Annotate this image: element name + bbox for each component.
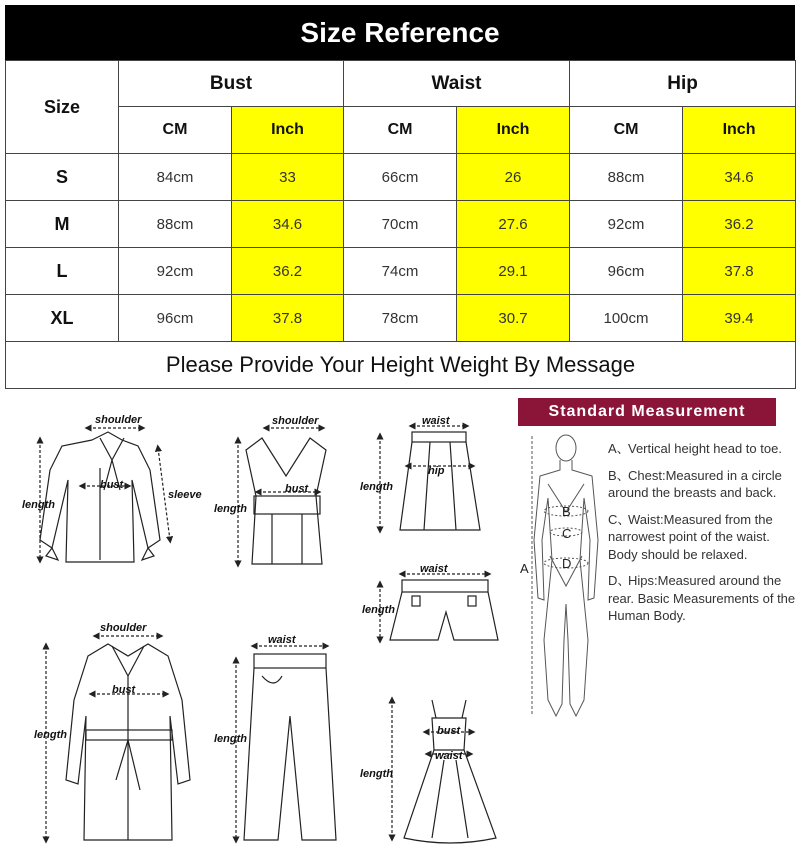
coat-drawing	[66, 644, 190, 840]
size-cell: XL	[6, 295, 119, 342]
skirt-waist-label: waist	[422, 415, 450, 427]
item-key: A、	[608, 441, 630, 456]
hip-inch-cell: 36.2	[683, 201, 796, 248]
note-row	[6, 342, 796, 389]
size-cell: M	[6, 201, 119, 248]
bust-inch-cell: 37.8	[232, 295, 344, 342]
bust-cm-cell: 92cm	[119, 248, 232, 295]
bust-inch-cell: 36.2	[232, 248, 344, 295]
size-cell: L	[6, 248, 119, 295]
bust-header: Bust	[119, 61, 344, 107]
vest-drawing	[246, 438, 326, 564]
coat-length-label: length	[34, 729, 67, 741]
blouse-drawing	[40, 432, 160, 562]
hip-cm-cell: 88cm	[570, 154, 683, 201]
skirt-hip-label: hip	[428, 465, 445, 477]
shorts-waist-label: waist	[420, 563, 448, 575]
table-row	[6, 248, 796, 295]
hip-cm-cell: 96cm	[570, 248, 683, 295]
item-text: Vertical height head to toe.	[628, 441, 782, 456]
standard-measurement-title-text: Standard Measurement	[548, 403, 746, 420]
title-bar	[5, 5, 795, 60]
shorts-drawing	[390, 580, 498, 640]
bust-inch-cell: 33	[232, 154, 344, 201]
trousers-waist-label: waist	[268, 634, 296, 646]
bust-cm-cell: 96cm	[119, 295, 232, 342]
item-text: Hips:Measured around the rear. Basic Measurements of the Human Body.	[608, 573, 796, 623]
list-item	[608, 440, 798, 458]
hip-inch-cell: 39.4	[683, 295, 796, 342]
skirt-length-label: length	[360, 481, 393, 493]
page-title: Size Reference	[300, 16, 500, 48]
waist-cm-cell: 78cm	[344, 295, 457, 342]
table-row	[6, 201, 796, 248]
table-row	[6, 295, 796, 342]
coat-shoulder-label: shoulder	[100, 622, 147, 634]
group-header-row	[6, 61, 796, 107]
hip-inch-cell: 37.8	[683, 248, 796, 295]
item-text: Waist:Measured from the narrowest point of the waist. Body should be relaxed.	[608, 511, 773, 562]
dress-length-label: length	[360, 768, 393, 780]
table-row	[6, 154, 796, 201]
hip-cm-cell: 100cm	[570, 295, 683, 342]
bust-inch-cell: 34.6	[232, 201, 344, 248]
coat-bust-label: bust	[112, 684, 136, 696]
list-item	[608, 511, 798, 564]
waist-cm-cell: 74cm	[344, 248, 457, 295]
unit-header-row	[6, 107, 796, 154]
blouse-shoulder-label: shoulder	[95, 414, 142, 426]
bust-cm-cell: 84cm	[119, 154, 232, 201]
waist-inch-cell: 30.7	[457, 295, 570, 342]
hip-header: Hip	[570, 61, 796, 107]
hip-cm-cell: 92cm	[570, 201, 683, 248]
trousers-length-label: length	[214, 733, 247, 745]
body-label-a: A	[520, 561, 529, 576]
waist-inch-cell: 29.1	[457, 248, 570, 295]
human-body-figure	[532, 435, 598, 716]
item-text: Chest:Measured in a circle around the breasts and back.	[608, 467, 782, 500]
unit-header-cm: CM	[344, 107, 457, 154]
dress-waist-label: waist	[435, 750, 463, 762]
dress-drawing	[404, 700, 496, 843]
item-key: C、	[608, 511, 631, 527]
size-cell: S	[6, 154, 119, 201]
size-header: Size	[6, 61, 119, 154]
waist-cm-cell: 66cm	[344, 154, 457, 201]
unit-header-inch: Inch	[457, 107, 570, 154]
list-item	[608, 572, 798, 625]
dress-bust-label: bust	[437, 725, 461, 737]
unit-header-cm: CM	[570, 107, 683, 154]
unit-header-cm: CM	[119, 107, 232, 154]
measurement-instructions	[608, 440, 798, 634]
blouse-sleeve-label: sleeve	[168, 489, 202, 501]
body-label-d: D	[562, 556, 572, 571]
vest-bust-label: bust	[285, 483, 309, 495]
waist-cm-cell: 70cm	[344, 201, 457, 248]
vest-length-label: length	[214, 503, 247, 515]
list-item	[608, 467, 798, 502]
blouse-bust-label: bust	[100, 479, 124, 491]
message-note: Please Provide Your Height Weight By Message	[6, 342, 796, 389]
waist-header: Waist	[344, 61, 570, 107]
bust-cm-cell: 88cm	[119, 201, 232, 248]
shorts-length-label: length	[362, 604, 395, 616]
trousers-drawing	[244, 654, 336, 840]
body-label-b: B	[562, 504, 571, 519]
size-table	[5, 60, 796, 389]
unit-header-inch: Inch	[683, 107, 796, 154]
vest-shoulder-label: shoulder	[272, 415, 319, 427]
body-label-c: C	[562, 526, 572, 541]
hip-inch-cell: 34.6	[683, 154, 796, 201]
item-key: B、	[608, 467, 630, 483]
standard-measurement-title	[518, 398, 776, 426]
unit-header-inch: Inch	[232, 107, 344, 154]
waist-inch-cell: 26	[457, 154, 570, 201]
item-key: D、	[608, 573, 631, 588]
skirt-drawing	[400, 432, 480, 530]
blouse-length-label: length	[22, 499, 55, 511]
waist-inch-cell: 27.6	[457, 201, 570, 248]
